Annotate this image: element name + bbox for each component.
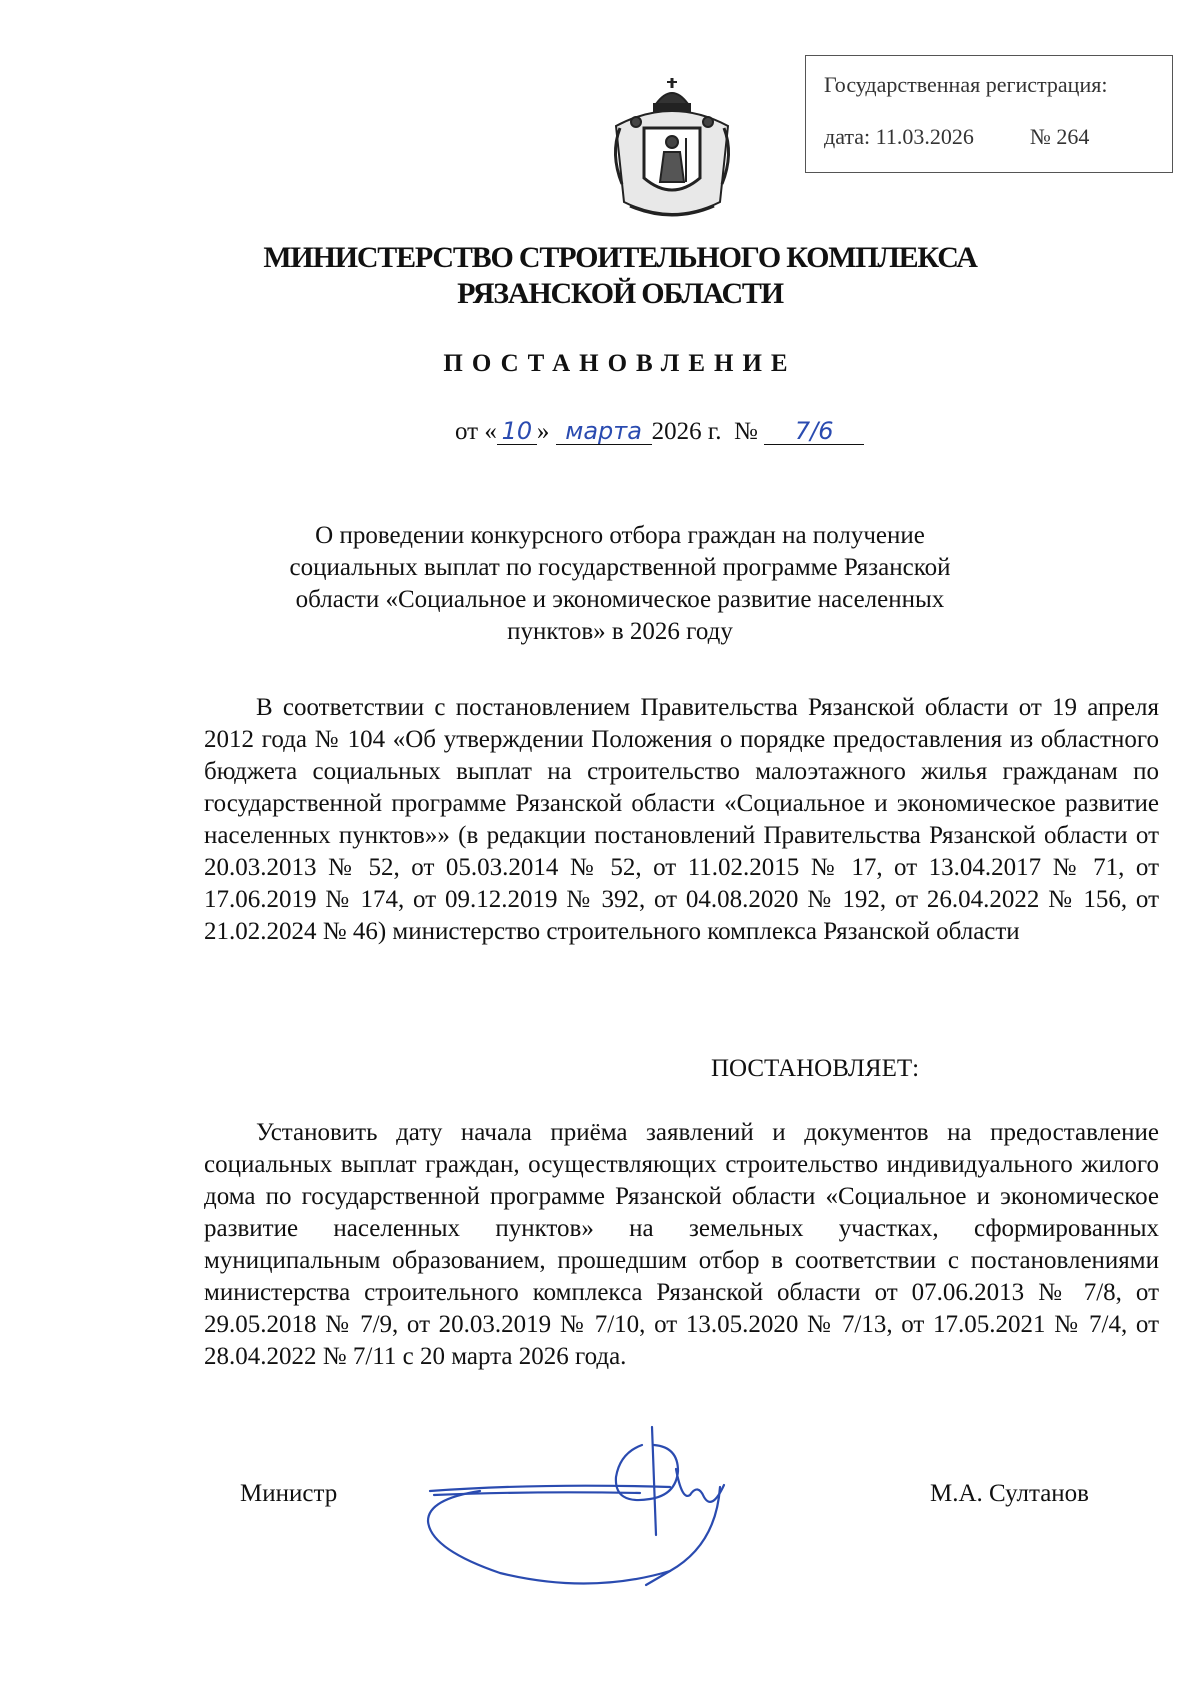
signatory-role: Министр — [240, 1480, 338, 1507]
preamble-paragraph: В соответствии с постановлением Правительства Рязанской области от 19 апреля 2012 года № 104 «Об утверждении Положения о порядке предоставления из областного бюджета социальных выплат на строительство малоэтажного жилья гражданам по государственной программе Рязанской области «Социальное и экономическое развитие населенных пунктов»» (в редакции постановлений Правительства Рязанской области от 20.03.2013 № 52, от 05.03.2014 № 52, от 11.02.2015 № 17, от 13.04.2017 № 71, от 17.06.2019 № 174, от 09.12.2019 № 392, от 04.08.2020 № 192, от 26.04.2022 № 156, от 21.02.2024 № 46) министерство строительного комплекса Рязанской области — [204, 694, 1159, 945]
date-prefix: от « — [455, 418, 497, 445]
document-title: О проведении конкурсного отбора граждан на получение социальных выплат по государственной программе Рязанской области «Социальное и экономическое развитие населенных пунктов» в 2026 году — [289, 522, 951, 645]
ministry-name-line2: РЯЗАНСКОЙ ОБЛАСТИ — [457, 277, 783, 310]
operative-paragraph: Установить дату начала приёма заявлений и документов на предоставление социальных выплат граждан, осуществляющих строительство индивидуального жилого дома по государственной программе Рязанской области «Социальное и экономическое развитие населенных пунктов» на земельных участках, сформированных муниципальным образованием, прошедшим отбор в соответствии с постановлениями министерства строительного комплекса Рязанской области от 07.06.2013 № 7/8, от 29.05.2018 № 7/9, от 20.03.2019 № 7/10, от 13.05.2020 № 7/13, от 17.05.2021 № 7/4, от 28.04.2022 № 7/11 с 20 марта 2026 года. — [204, 1119, 1159, 1370]
handwritten-signature-icon — [420, 1425, 760, 1595]
ministry-name — [200, 240, 1040, 312]
registration-date: дата: 11.03.2026 — [824, 124, 974, 149]
signatory-name: М.А. Султанов — [930, 1480, 1089, 1507]
registration-stamp — [805, 55, 1173, 173]
decree-number: 7/6 — [764, 418, 864, 445]
decree-date-line — [455, 418, 864, 446]
date-quote-close: » — [536, 418, 550, 445]
decree-number-label: № — [734, 418, 758, 445]
date-year: 2026 г. — [651, 418, 722, 445]
date-month: марта — [556, 418, 652, 445]
registration-heading: Государственная регистрация: — [824, 72, 1108, 97]
registration-number: № 264 — [1029, 124, 1090, 149]
date-day: 10 — [497, 418, 537, 445]
coat-of-arms-icon — [606, 74, 738, 230]
decree-word: ПОСТАНОВЛЯЕТ: — [710, 1055, 920, 1082]
ministry-name-line1: МИНИСТЕРСТВО СТРОИТЕЛЬНОГО КОМПЛЕКСА — [263, 241, 977, 274]
document-type: ПОСТАНОВЛЕНИЕ — [443, 350, 797, 377]
